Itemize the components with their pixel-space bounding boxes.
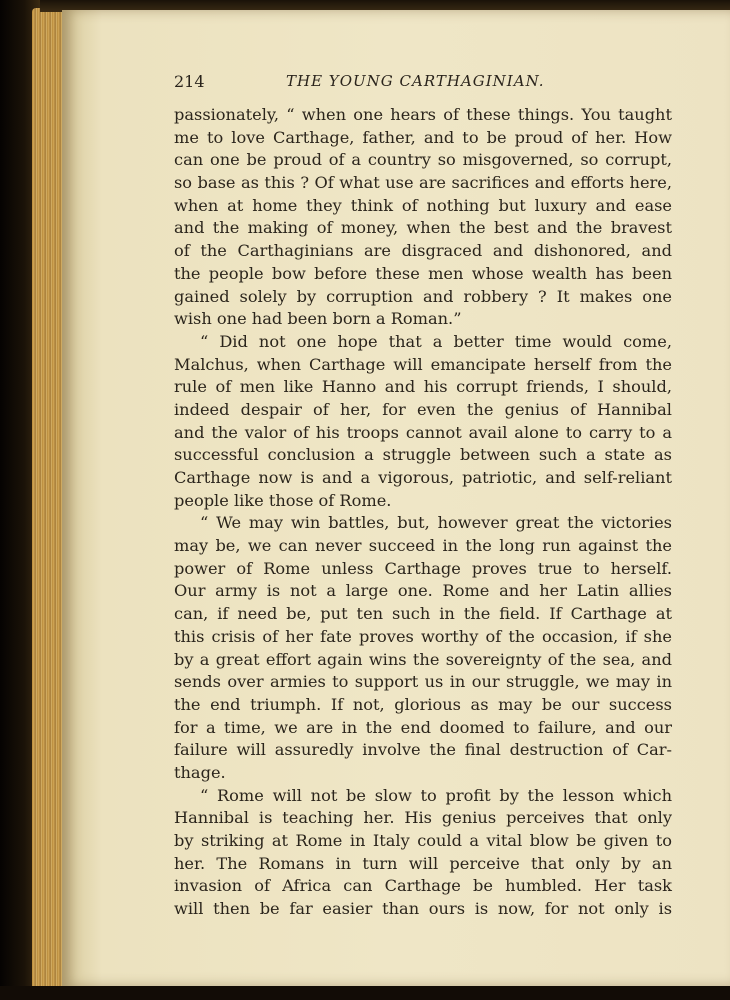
text-line: Malchus, when Carthage will emancipate herself from the [174, 354, 672, 374]
text-line: and the valor of his troops cannot avail alone to carry to a [174, 422, 672, 442]
body-text [174, 104, 672, 921]
text-line: rule of men like Hanno and his corrupt friends, I should, [174, 377, 672, 397]
text-line: “ Did not one hope that a better time would come, [200, 331, 672, 351]
text-line: by a great effort again wins the sovereignty of the sea, and [174, 649, 672, 669]
text-line: this crisis of her fate proves worthy of the occasion, if she [174, 626, 672, 646]
text-line: “ We may win battles, but, however great the victories [200, 513, 672, 533]
text-line: Carthage now is and a vigorous, patriotic, and self-reliant [174, 468, 672, 487]
text-line: for a time, we are in the end doomed to failure, and our [174, 717, 672, 737]
text-line: me to love Carthage, father, and to be proud of her. How [174, 127, 672, 147]
running-title: THE YOUNG CARTHAGINIAN. [286, 72, 545, 90]
text-line: when at home they think of nothing but luxury and ease [174, 195, 672, 215]
text-line: indeed despair of her, for even the genius of Hannibal [174, 399, 672, 419]
text-line: and the making of money, when the best and the bravest [174, 218, 672, 238]
text-line: successful conclusion a struggle between such a state as [174, 445, 672, 465]
text-line: of the Carthaginians are disgraced and dishonored, and [174, 241, 672, 261]
text-line: invasion of Africa can Carthage be humbled. Her task [174, 876, 672, 896]
text-line: “ Rome will not be slow to profit by the lesson which [200, 785, 672, 805]
text-line: power of Rome unless Carthage proves true to herself. [174, 558, 672, 578]
text-line: may be, we can never succeed in the long run against the [174, 536, 672, 556]
text-line: can one be proud of a country so misgoverned, so corrupt, [174, 150, 672, 170]
book-bottom-edge [0, 986, 730, 1000]
text-line: the people bow before these men whose wealth has been [174, 263, 672, 283]
text-line: can, if need be, put ten such in the field. If Carthage at [174, 604, 672, 624]
text-line: Our army is not a large one. Rome and her Latin allies [174, 581, 672, 601]
text-line: the end triumph. If not, glorious as may be our success [174, 694, 672, 714]
text-line: gained solely by corruption and robbery ? It makes one [174, 286, 672, 306]
text-line: passionately, “ when one hears of these things. You taught [174, 105, 672, 124]
page-header [174, 72, 674, 98]
text-line: wish one had been born a Roman.” [174, 309, 462, 329]
text-line: Hannibal is teaching her. His genius perceives that only [174, 808, 672, 828]
text-line: her. The Romans in turn will perceive that only by an [174, 853, 672, 873]
text-line: sends over armies to support us in our struggle, we may in [174, 672, 672, 692]
text-line: people like those of Rome. [174, 490, 392, 510]
text-line: by striking at Rome in Italy could a vital blow be given to [174, 831, 672, 850]
text-line: thage. [174, 762, 226, 782]
text-line: failure will assuredly involve the final destruction of Car- [174, 740, 672, 760]
text-line: so base as this ? Of what use are sacrifices and efforts here, [174, 173, 672, 193]
page-number: 214 [174, 72, 205, 91]
text-line: will then be far easier than ours is now, for not only is [174, 899, 672, 919]
